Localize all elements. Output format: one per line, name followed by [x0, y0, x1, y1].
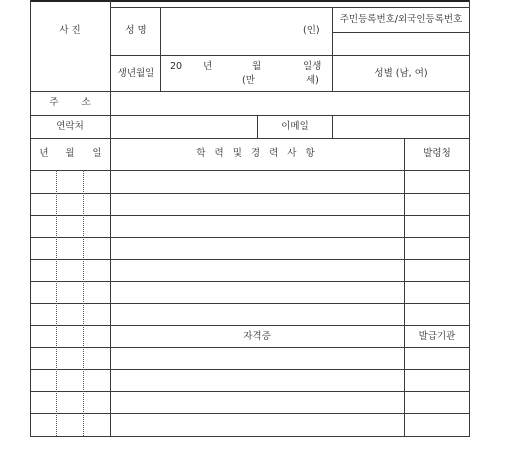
- seal-mark: (인): [303, 25, 320, 36]
- birth-year-unit: 년: [203, 61, 213, 72]
- name-label: 성 명: [125, 25, 147, 36]
- reg-number-field[interactable]: [333, 33, 469, 55]
- reg-number-label: 주민등록번호/외국인등록번호: [339, 14, 463, 25]
- history-year-header: 년: [39, 148, 49, 159]
- address-field[interactable]: [111, 92, 469, 115]
- left-border: [30, 0, 31, 437]
- birth-day-unit: 일생: [303, 61, 322, 72]
- row-line: [110, 55, 470, 56]
- birth-label: 생년월일: [117, 68, 155, 79]
- contact-label: 연락처: [56, 121, 84, 132]
- history-day-header: 일: [92, 148, 102, 159]
- address-label: 주 소: [49, 97, 101, 108]
- col-line: [110, 0, 111, 437]
- email-field[interactable]: [333, 116, 469, 138]
- right-border: [469, 0, 470, 437]
- date-divider: [56, 170, 57, 436]
- cert-issuer-header: 발급기관: [418, 331, 456, 342]
- col-line: [257, 115, 258, 138]
- contact-field[interactable]: [111, 116, 257, 138]
- photo-label: 사 진: [59, 25, 81, 36]
- photo-box: [30, 2, 110, 91]
- age-close: 세): [306, 75, 319, 86]
- history-issuer-header: 발령청: [423, 148, 451, 159]
- age-open: (만: [242, 75, 255, 86]
- email-label: 이메일: [281, 121, 309, 132]
- history-month-header: 월: [65, 148, 75, 159]
- birth-month-unit: 월: [252, 61, 262, 72]
- history-details-header: 학 력 및 경 력 사 항: [196, 148, 318, 159]
- date-divider: [83, 170, 84, 436]
- gender-label: 성별 (남, 여): [374, 68, 428, 79]
- col-line: [404, 138, 405, 437]
- birth-year-prefix: 20: [170, 61, 183, 72]
- cert-details-header: 자격증: [243, 331, 271, 342]
